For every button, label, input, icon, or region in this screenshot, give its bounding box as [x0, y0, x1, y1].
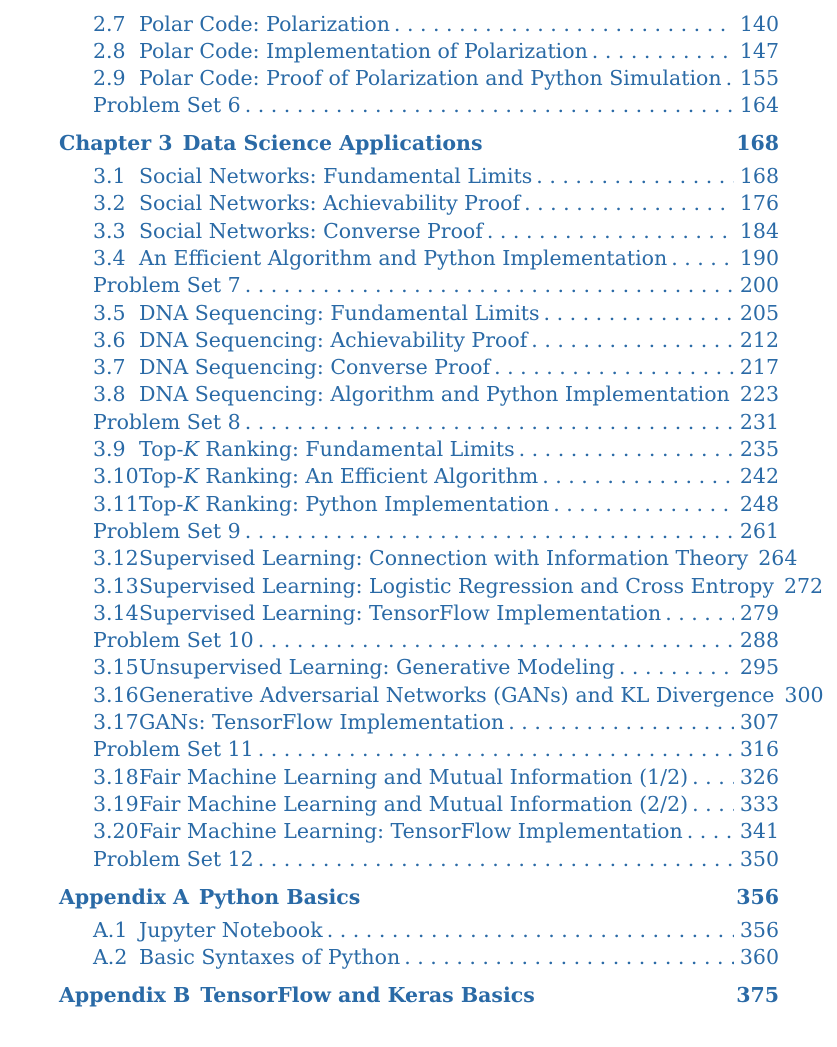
toc-entry-title: Problem Set 7 [93, 273, 241, 298]
toc-entry-title: Problem Set 12 [93, 846, 254, 871]
toc-entry-page: 184 [739, 218, 779, 243]
toc-entry-title-prefix: Top- [139, 491, 184, 516]
toc-entry-title: Fair Machine Learning: TensorFlow Implementation [139, 819, 683, 844]
toc-entry-number: 3.17 [93, 710, 139, 734]
toc-entry-page: 272 [783, 573, 824, 598]
dot-leader [245, 409, 734, 436]
toc-entry-number: 2.9 [93, 66, 126, 90]
toc-entry-title: Social Networks: Achievability Proof [139, 191, 521, 216]
toc-appendix-heading[interactable] [59, 982, 779, 1009]
toc-entry-page: 217 [739, 355, 779, 380]
toc-entry-number: 3.15 [93, 655, 139, 680]
toc-entry-page: 295 [739, 655, 779, 680]
dot-leader [487, 218, 734, 245]
toc-entry-page: 360 [739, 945, 779, 969]
dot-leader [665, 600, 734, 627]
toc-entry[interactable] [93, 627, 779, 654]
toc-entry-page: 356 [739, 918, 779, 942]
toc-entry-page: 223 [739, 382, 779, 407]
toc-entry-title: Supervised Learning: TensorFlow Implementation [139, 600, 662, 625]
dot-leader [536, 163, 734, 190]
toc-entry-number: A.1 [93, 918, 128, 942]
toc-entry-number: 3.6 [93, 327, 126, 352]
dot-leader [508, 709, 734, 736]
toc-entry-page: 326 [739, 764, 779, 789]
toc-entry-number: 3.1 [93, 164, 126, 188]
dot-leader [544, 300, 734, 327]
toc-entry-number: 3.3 [93, 218, 126, 243]
toc-entry-title: Jupyter Notebook [139, 918, 323, 942]
toc-entry-number: 3.2 [93, 191, 126, 216]
toc-entry[interactable] [93, 600, 779, 627]
toc-entry-page: 341 [739, 819, 779, 844]
dot-leader [619, 654, 734, 681]
toc-entry-page: 279 [739, 600, 779, 625]
dot-leader [692, 791, 734, 818]
toc-entry-page: 333 [739, 791, 779, 816]
toc-entry-title: GANs: TensorFlow Implementation [139, 710, 505, 734]
toc-entry-page: 248 [739, 491, 779, 516]
toc-entry-number: 3.18 [93, 764, 139, 789]
toc-entry-title: Social Networks: Converse Proof [139, 218, 483, 243]
dot-leader [245, 518, 734, 545]
toc-entry-number: 3.11 [93, 491, 139, 516]
dot-leader [553, 491, 734, 518]
toc-entry-page: 176 [739, 191, 779, 216]
toc-entry[interactable] [93, 463, 779, 490]
toc-entry-page: 300 [784, 682, 824, 707]
toc-entry-page: 205 [739, 300, 779, 325]
toc-entry-number: 3.7 [93, 355, 126, 380]
toc-entry-title-prefix: Top- [139, 464, 184, 489]
toc-entry[interactable] [93, 846, 779, 873]
toc-entry[interactable] [93, 436, 779, 463]
dot-leader [531, 327, 734, 354]
toc-chapter-title: Data Science Applications [182, 131, 483, 155]
toc-entry[interactable] [93, 300, 779, 327]
toc-entry-title [139, 491, 549, 518]
dot-leader [245, 92, 734, 119]
toc-entry[interactable] [93, 245, 779, 272]
toc-entry-title: Supervised Learning: Connection with Information Theory [139, 546, 749, 571]
toc-entry-page: 200 [739, 273, 779, 298]
toc-entry-number: 3.19 [93, 791, 139, 816]
toc-entry-title: Fair Machine Learning and Mutual Information (2/2) [139, 791, 689, 816]
toc-entry[interactable] [93, 381, 779, 408]
toc-entry[interactable] [93, 11, 779, 38]
toc-entry-page: 190 [739, 245, 779, 270]
toc-entry-title: Basic Syntaxes of Python [139, 945, 401, 969]
dot-leader [519, 436, 734, 463]
toc-chapter-page: 168 [736, 131, 779, 155]
toc-entry-title [139, 436, 515, 463]
toc-entry[interactable] [93, 354, 779, 381]
toc-entry[interactable] [93, 764, 779, 791]
toc-entry[interactable] [93, 92, 779, 119]
toc-entry-title: DNA Sequencing: Converse Proof [139, 355, 491, 380]
toc-entry-number: 3.12 [93, 546, 139, 571]
toc-entry[interactable] [93, 573, 824, 600]
toc-entry-number: 3.20 [93, 819, 139, 844]
toc-entry-number: 3.9 [93, 437, 126, 461]
toc-appendix-label: Appendix B [59, 983, 191, 1007]
toc-entry[interactable] [93, 654, 779, 681]
dot-leader [327, 917, 734, 944]
toc-entry-page: 350 [739, 846, 779, 871]
toc-appendix-label: Appendix A [59, 885, 189, 909]
toc-entry-page: 168 [739, 164, 779, 188]
toc-entry-number: 3.10 [93, 464, 139, 489]
dot-leader [258, 846, 734, 873]
dot-leader [692, 764, 734, 791]
toc-entry-title-prefix: Top- [139, 437, 184, 461]
toc-entry-number: 3.8 [93, 382, 126, 407]
toc-entry-title-rest: Ranking: Fundamental Limits [198, 437, 515, 461]
toc-entry-page: 307 [739, 710, 779, 734]
dot-leader [671, 245, 734, 272]
toc-entry-title: Problem Set 11 [93, 737, 254, 762]
toc-entry-page: 231 [739, 409, 779, 434]
dot-leader [524, 190, 734, 217]
toc-entry-page: 140 [739, 12, 779, 36]
toc-chapter-label: Chapter 3 [59, 131, 173, 155]
toc-entry-title: Social Networks: Fundamental Limits [139, 164, 533, 188]
toc-entry-page: 147 [739, 39, 779, 63]
toc-entry-title: DNA Sequencing: Achievability Proof [139, 327, 528, 352]
toc-entry-title: Unsupervised Learning: Generative Modeling [139, 655, 615, 680]
toc-entry[interactable] [93, 163, 779, 190]
dot-leader [542, 463, 734, 490]
dot-leader [258, 627, 734, 654]
toc-entry[interactable] [93, 190, 779, 217]
toc-entry-title: DNA Sequencing: Fundamental Limits [139, 300, 540, 325]
toc-entry-title: Problem Set 9 [93, 518, 241, 543]
dot-leader [394, 11, 734, 38]
toc-chapter-heading[interactable] [59, 130, 779, 157]
toc-appendix-title: Python Basics [198, 885, 361, 909]
toc-entry-number: 3.4 [93, 245, 126, 270]
toc-entry[interactable] [93, 518, 779, 545]
toc-entry[interactable] [93, 65, 779, 92]
toc-entry[interactable] [93, 791, 779, 818]
toc-entry[interactable] [93, 327, 779, 354]
dot-leader [592, 38, 734, 65]
toc-entry[interactable] [93, 944, 779, 971]
dot-leader [494, 354, 734, 381]
toc-entry-title: Polar Code: Implementation of Polarization [139, 39, 588, 63]
toc-entry-title: Generative Adversarial Networks (GANs) and KL Divergence [139, 682, 775, 707]
toc-entry[interactable] [93, 409, 779, 436]
toc-entry-number: A.2 [93, 945, 128, 969]
toc-appendix-page: 375 [736, 983, 779, 1007]
toc-appendix-heading[interactable] [59, 884, 779, 911]
toc-entry-title-variable: K [183, 491, 199, 516]
toc-entry[interactable] [93, 682, 824, 709]
toc-entry-title: Fair Machine Learning and Mutual Information (1/2) [139, 764, 689, 789]
toc-entry-title-variable: K [183, 464, 199, 489]
toc-entry[interactable] [93, 709, 779, 736]
toc-entry-title: DNA Sequencing: Algorithm and Python Implementation [139, 382, 730, 407]
toc-entry[interactable] [93, 218, 779, 245]
dot-leader [726, 65, 734, 92]
toc-entry[interactable] [93, 818, 779, 845]
toc-entry-number: 3.13 [93, 573, 139, 598]
dot-leader [258, 736, 734, 763]
toc-entry-number: 3.14 [93, 600, 139, 625]
toc-entry-number: 2.8 [93, 39, 126, 63]
toc-entry-page: 235 [739, 437, 779, 461]
toc-entry-number: 3.16 [93, 682, 139, 707]
toc-entry-title: Problem Set 10 [93, 628, 254, 653]
toc-entry[interactable] [93, 736, 779, 763]
toc-entry-page: 288 [739, 628, 779, 653]
dot-leader [687, 818, 734, 845]
toc-entry-title: Problem Set 8 [93, 409, 241, 434]
toc-entry-number: 2.7 [93, 12, 126, 36]
toc-entry-number: 3.5 [93, 300, 126, 325]
toc-appendix-page: 356 [736, 885, 779, 909]
toc-entry[interactable] [93, 917, 779, 944]
toc-entry-title-rest: Ranking: Python Implementation [198, 491, 550, 516]
toc-entry-title: Problem Set 6 [93, 93, 241, 117]
toc-entry-title-variable: K [183, 437, 199, 461]
toc-entry[interactable] [93, 545, 798, 572]
toc-entry-page: 212 [739, 327, 779, 352]
toc-entry-page: 155 [739, 66, 779, 90]
toc-entry-page: 261 [739, 518, 779, 543]
toc-entry-title: Supervised Learning: Logistic Regression and Cross Entropy [139, 573, 774, 598]
toc-entry-page: 264 [758, 546, 798, 571]
toc-entry-title [139, 463, 538, 490]
toc-entry-title-rest: Ranking: An Efficient Algorithm [198, 464, 539, 489]
toc-entry-page: 242 [739, 464, 779, 489]
dot-leader [404, 944, 734, 971]
toc-appendix-title: TensorFlow and Keras Basics [200, 983, 535, 1007]
toc-entry-title: Polar Code: Proof of Polarization and Python Simulation [139, 66, 722, 90]
toc-entry[interactable] [93, 38, 779, 65]
toc-entry-page: 316 [739, 737, 779, 762]
toc-entry[interactable] [93, 272, 779, 299]
dot-leader [245, 272, 734, 299]
toc-entry[interactable] [93, 491, 779, 518]
toc-entry-title: Polar Code: Polarization [139, 12, 390, 36]
toc-entry-page: 164 [739, 93, 779, 117]
toc-entry-title: An Efficient Algorithm and Python Implementation [139, 245, 668, 270]
